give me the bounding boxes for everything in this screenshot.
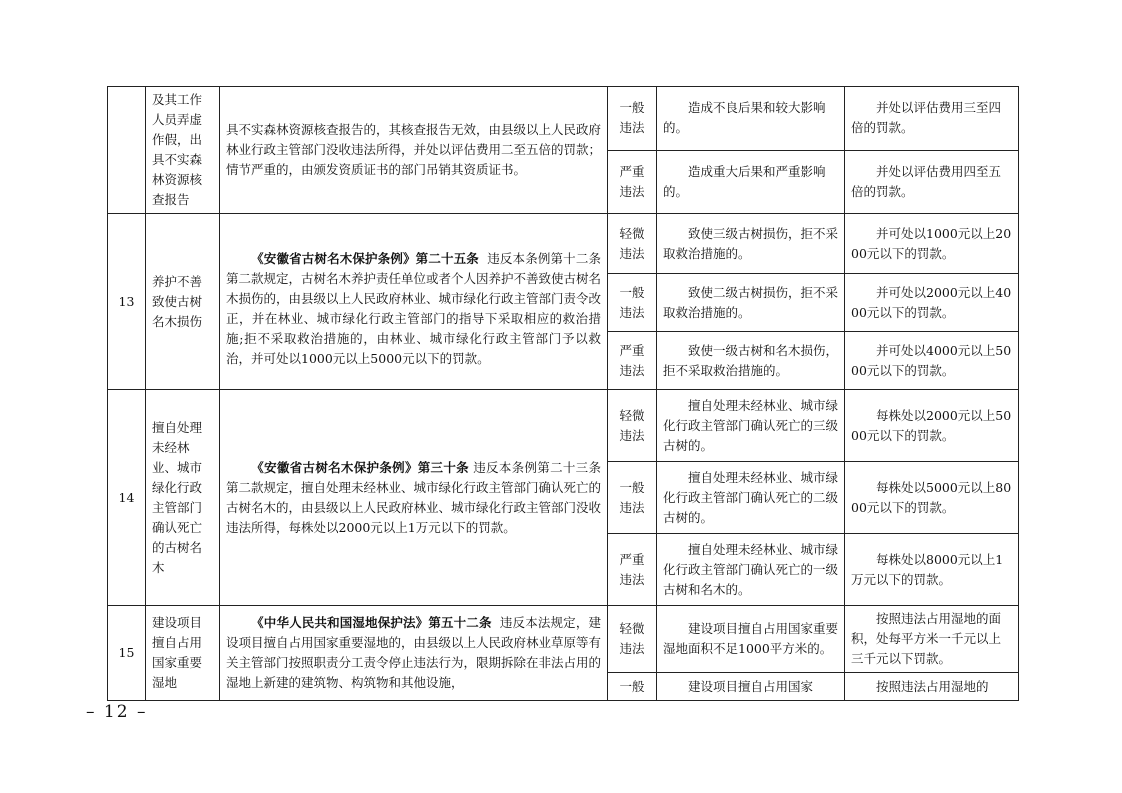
penalty-standard: 按照违法占用湿地的 (845, 673, 1019, 701)
violation-grade: 严重违法 (608, 150, 657, 214)
basis-text: 违反本法规定，建设项目擅自占用国家重要湿地的，由县级以上人民政府林业草原等有关主管部门按照职责分工责令停止违法行为，限期拆除在非法占用的湿地上新建的建筑物、构筑物和其他设施， (226, 615, 602, 690)
violation-grade: 一般违法 (608, 274, 657, 332)
penalty-standard: 并可处以2000元以上4000元以下的罚款。 (845, 274, 1019, 332)
penalty-basis (220, 606, 608, 701)
violation-situation: 致使一级古树和名木损伤，拒不采取救治措施的。 (657, 332, 845, 390)
penalty-standard: 并可处以4000元以上5000元以下的罚款。 (845, 332, 1019, 390)
violation-situation: 擅自处理未经林业、城市绿化行政主管部门确认死亡的二级古树的。 (657, 462, 845, 534)
violation-grade: 一般 (608, 673, 657, 701)
table-row (108, 87, 1019, 151)
penalty-standard: 并可处以1000元以上2000元以下的罚款。 (845, 214, 1019, 274)
violation-situation: 建设项目擅自占用国家 (657, 673, 845, 701)
law-citation: 《中华人民共和国湿地保护法》第五十二条 (251, 615, 492, 630)
row-number: 13 (108, 214, 146, 390)
penalty-basis (220, 87, 608, 214)
violation-situation: 造成不良后果和较大影响的。 (657, 87, 845, 151)
violation-behavior: 及其工作人员弄虚作假，出具不实森林资源核查报告 (146, 87, 220, 214)
violation-grade: 一般违法 (608, 462, 657, 534)
violation-grade: 轻微违法 (608, 606, 657, 673)
violation-situation: 致使三级古树损伤，拒不采取救治措施的。 (657, 214, 845, 274)
penalty-standards-table (107, 86, 1019, 701)
law-citation: 《安徽省古树名木保护条例》第三十条 (251, 459, 469, 475)
violation-grade: 轻微违法 (608, 390, 657, 462)
violation-situation: 造成重大后果和严重影响的。 (657, 150, 845, 214)
law-citation: 《安徽省古树名木保护条例》第二十五条 (251, 251, 479, 266)
row-number (108, 87, 146, 214)
table-row (108, 606, 1019, 673)
violation-situation: 擅自处理未经林业、城市绿化行政主管部门确认死亡的一级古树和名木的。 (657, 534, 845, 606)
penalty-standard: 每株处以8000元以上1万元以下的罚款。 (845, 534, 1019, 606)
basis-text: 违反本条例第十二条第二款规定，古树名木养护责任单位或者个人因养护不善致使古树名木损伤的，由县级以上人民政府林业、城市绿化行政主管部门责令改正，并在林业、城市绿化行政主管部门的指导下采取相应的救治措施;拒不采取救治措施的，由林业、城市绿化行政主管部门予以救治，并可处以1000元以上5000元以下的罚款。 (226, 251, 602, 366)
penalty-standard: 每株处以2000元以上5000元以下的罚款。 (845, 390, 1019, 462)
basis-text: 具不实森林资源核查报告的，其核查报告无效，由县级以上人民政府林业行政主管部门没收违法所得，并处以评估费用二至五倍的罚款；情节严重的，由颁发资质证书的部门吊销其资质证书。 (226, 122, 602, 177)
penalty-standard: 按照违法占用湿地的面积，处每平方米一千元以上三千元以下罚款。 (845, 606, 1019, 673)
violation-grade: 轻微违法 (608, 214, 657, 274)
violation-grade: 严重违法 (608, 332, 657, 390)
violation-grade: 一般违法 (608, 87, 657, 151)
penalty-standard: 每株处以5000元以上8000元以下的罚款。 (845, 462, 1019, 534)
violation-situation: 建设项目擅自占用国家重要湿地面积不足1000平方米的。 (657, 606, 845, 673)
row-number: 14 (108, 390, 146, 606)
violation-behavior: 擅自处理未经林业、城市绿化行政主管部门确认死亡的古树名木 (146, 390, 220, 606)
violation-behavior: 建设项目擅自占用国家重要湿地 (146, 606, 220, 701)
penalty-basis (220, 214, 608, 390)
violation-behavior: 养护不善致使古树名木损伤 (146, 214, 220, 390)
penalty-standard: 并处以评估费用四至五倍的罚款。 (845, 150, 1019, 214)
page-number: – 12 – (86, 702, 148, 722)
table-row (108, 214, 1019, 274)
violation-situation: 擅自处理未经林业、城市绿化行政主管部门确认死亡的三级古树的。 (657, 390, 845, 462)
violation-situation: 致使二级古树损伤，拒不采取救治措施的。 (657, 274, 845, 332)
violation-grade: 严重违法 (608, 534, 657, 606)
penalty-standard: 并处以评估费用三至四倍的罚款。 (845, 87, 1019, 151)
table-row (108, 390, 1019, 462)
penalty-basis (220, 390, 608, 606)
basis-text: 违反本条例第二十三条第二款规定，擅自处理未经林业、城市绿化行政主管部门确认死亡的古树名木的，由县级以上人民政府林业、城市绿化行政主管部门没收违法所得，每株处以2000元以上1万元以下的罚款。 (226, 459, 602, 535)
row-number: 15 (108, 606, 146, 701)
